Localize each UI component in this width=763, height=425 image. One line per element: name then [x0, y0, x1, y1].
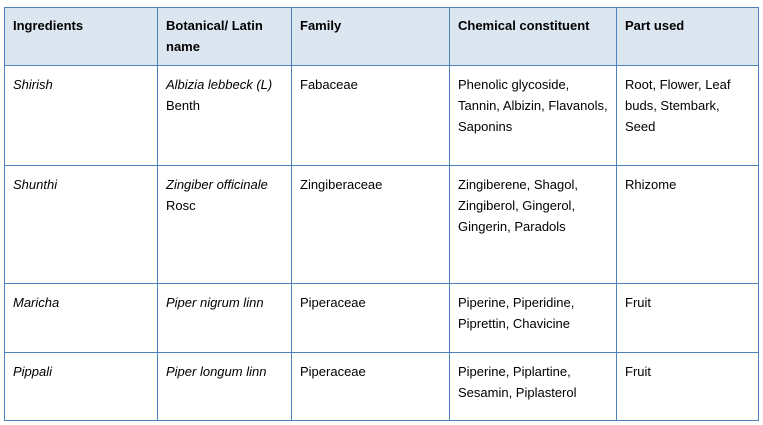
cell-ingredient: Shirish [5, 66, 158, 166]
table-header-row [5, 8, 759, 66]
cell-ingredient: Maricha [5, 284, 158, 353]
table-row [5, 353, 759, 421]
latin-name-author: Benth [166, 98, 200, 113]
cell-part-used: Rhizome [617, 166, 759, 284]
table-row [5, 166, 759, 284]
cell-part-used: Fruit [617, 284, 759, 353]
cell-ingredient: Shunthi [5, 166, 158, 284]
cell-constituents: Phenolic glycoside, Tannin, Albizin, Flavanols, Saponins [450, 66, 617, 166]
cell-family: Piperaceae [292, 284, 450, 353]
latin-name-author: Rosc [166, 198, 196, 213]
latin-name-italic: Zingiber officinale [166, 177, 268, 192]
cell-family: Fabaceae [292, 66, 450, 166]
cell-constituents: Piperine, Piperidine, Piprettin, Chavicine [450, 284, 617, 353]
cell-constituents: Zingiberene, Shagol, Zingiberol, Gingerol, Gingerin, Paradols [450, 166, 617, 284]
table-row [5, 284, 759, 353]
cell-constituents: Piperine, Piplartine, Sesamin, Piplasterol [450, 353, 617, 421]
cell-latin-name [158, 353, 292, 421]
cell-family: Piperaceae [292, 353, 450, 421]
cell-family: Zingiberaceae [292, 166, 450, 284]
header-chemical-constituent: Chemical constituent [450, 8, 617, 66]
latin-name-italic: Albizia lebbeck (L) [166, 77, 273, 92]
cell-ingredient: Pippali [5, 353, 158, 421]
cell-part-used: Root, Flower, Leaf buds, Stembark, Seed [617, 66, 759, 166]
ingredients-table [4, 7, 759, 421]
header-part-used: Part used [617, 8, 759, 66]
cell-latin-name [158, 66, 292, 166]
header-family: Family [292, 8, 450, 66]
cell-latin-name [158, 284, 292, 353]
cell-part-used: Fruit [617, 353, 759, 421]
latin-name-italic: Piper longum linn [166, 364, 267, 379]
header-ingredients: Ingredients [5, 8, 158, 66]
cell-latin-name [158, 166, 292, 284]
latin-name-italic: Piper nigrum linn [166, 295, 264, 310]
table-row [5, 66, 759, 166]
header-botanical-name: Botanical/ Latin name [158, 8, 292, 66]
